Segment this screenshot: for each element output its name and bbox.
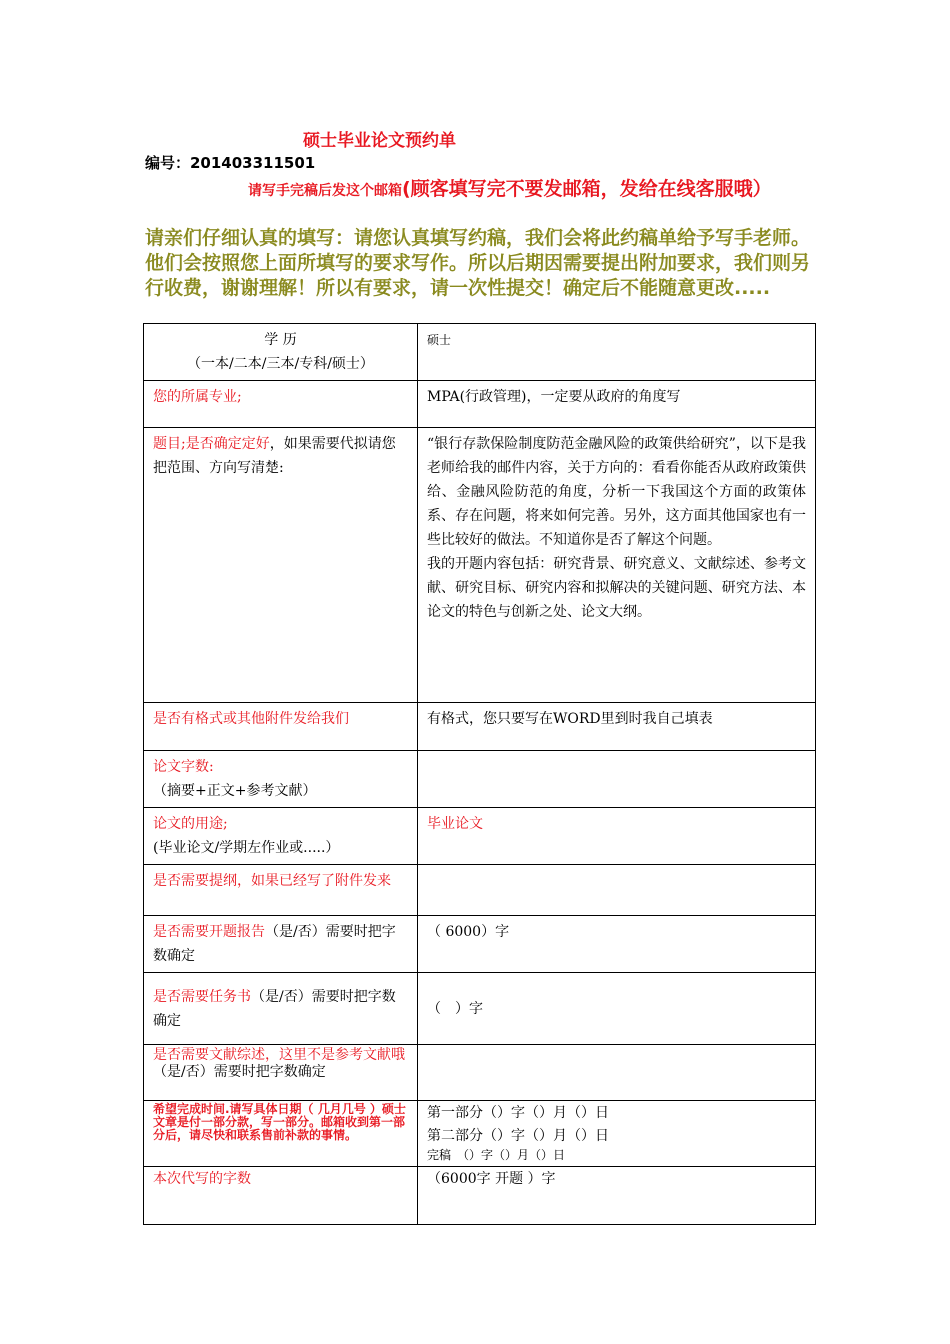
task-value[interactable]: （ ）字 <box>418 973 816 1045</box>
proposal-label-rest: （是/否）需要时把字数确定 <box>153 924 396 964</box>
major-value[interactable]: MPA(行政管理)，一定要从政府的角度写 <box>418 381 816 428</box>
proposal-label <box>144 916 418 973</box>
row-education <box>144 324 816 381</box>
attachment-value[interactable]: 有格式，您只要写在WORD里到时我自己填表 <box>418 703 816 751</box>
deadline-label-text: 希望完成时间.请写具体日期（ 几月几号 ）硕士文章是付一部分款，写一部分。邮箱收到第一部分后，请尽快和联系售前补款的事情。 <box>153 1102 406 1142</box>
topic-value-paragraph-1: “银行存款保险制度防范金融风险的政策供给研究”，以下是我老师给我的邮件内容，关于方向的：看看你能否从政府政策供给、金融风险防范的角度，分析一下我国这个方面的政策体系、存在问题，将来如何完善。另外，这方面其他国家也有一些比较好的做法。不知道你是否了解这个问题。 <box>427 436 806 548</box>
row-task <box>144 973 816 1045</box>
purpose-label-rest: (毕业论文/学期左作业或.....） <box>153 840 340 856</box>
row-major <box>144 381 816 428</box>
row-wordcount <box>144 751 816 808</box>
attachment-label: 是否有格式或其他附件发给我们 <box>144 703 418 751</box>
wordcount-label-rest: （摘要+正文+参考文献） <box>153 783 317 799</box>
this-count-label: 本次代写的字数 <box>144 1167 418 1225</box>
email-notice <box>145 174 815 201</box>
row-proposal <box>144 916 816 973</box>
review-label-rest: （是/否）需要时把字数确定 <box>153 1064 326 1080</box>
review-value[interactable] <box>418 1045 816 1101</box>
deadline-part-2: 第二部分（）字（）月（）日 <box>427 1128 609 1144</box>
education-label <box>144 324 418 381</box>
row-purpose <box>144 808 816 865</box>
instructions-notice: 请亲们仔细认真的填写：请您认真填写约稿，我们会将此约稿单给予写手老师。他们会按照您上面所填写的要求写作。所以后期因需要提出附加要求，我们则另行收费，谢谢理解！所以有要求，请一次性提交！确定后不能随意更改..... <box>145 227 811 299</box>
topic-value[interactable] <box>418 428 816 703</box>
topic-value-paragraph-2: 我的开题内容包括：研究背景、研究意义、文献综述、参考文献、研究目标、研究内容和拟解决的关键问题、研究方法、本论文的特色与创新之处、论文大纲。 <box>427 556 806 620</box>
email-notice-big: (顾客填写完不要发邮箱，发给在线客服哦） <box>402 178 772 200</box>
purpose-label-red: 论文的用途; <box>153 816 228 832</box>
order-form-table <box>143 323 816 1225</box>
this-count-value[interactable]: （6000字 开题 ）字 <box>418 1167 816 1225</box>
serial-number: 编号：201403311501 <box>145 154 316 172</box>
task-label-red: 是否需要任务书 <box>153 988 251 1005</box>
row-deadline <box>144 1101 816 1167</box>
topic-label-red: 题目;是否确定定好 <box>153 436 270 452</box>
purpose-label <box>144 808 418 865</box>
proposal-value[interactable]: （ 6000）字 <box>418 916 816 973</box>
wordcount-label <box>144 751 418 808</box>
deadline-value[interactable] <box>418 1101 816 1167</box>
outline-value[interactable] <box>418 865 816 916</box>
wordcount-value[interactable] <box>418 751 816 808</box>
review-label <box>144 1045 418 1101</box>
review-label-red: 是否需要文献综述，这里不是参考文献哦 <box>153 1047 405 1063</box>
email-notice-small: 请写手完稿后发这个邮箱 <box>248 183 402 199</box>
deadline-final: 完稿 （）字（）月（）日 <box>427 1148 566 1162</box>
page-title: 硕士毕业论文预约单 <box>303 131 456 151</box>
wordcount-label-red: 论文字数: <box>153 759 214 775</box>
row-topic <box>144 428 816 703</box>
deadline-part-1: 第一部分（）字（）月（）日 <box>427 1105 609 1121</box>
row-attachment <box>144 703 816 751</box>
proposal-label-red: 是否需要开题报告 <box>153 924 265 940</box>
outline-label: 是否需要提纲，如果已经写了附件发来 <box>144 865 418 916</box>
education-value[interactable] <box>418 324 816 381</box>
topic-label-rest: ，如果需要代拟请您把范围、方向写清楚: <box>153 436 396 476</box>
row-review <box>144 1045 816 1101</box>
major-label: 您的所属专业; <box>144 381 418 428</box>
task-label-rest: （是/否）需要时把字数确定 <box>153 988 396 1029</box>
row-this-count <box>144 1167 816 1225</box>
topic-label <box>144 428 418 703</box>
education-value-text: 硕士 <box>427 333 452 347</box>
deadline-label <box>144 1101 418 1167</box>
purpose-value[interactable]: 毕业论文 <box>418 808 816 865</box>
row-outline <box>144 865 816 916</box>
education-label-options: （一本/二本/三本/专科/硕士） <box>187 356 374 372</box>
task-label <box>144 973 418 1045</box>
education-label-title: 学 历 <box>264 332 297 348</box>
